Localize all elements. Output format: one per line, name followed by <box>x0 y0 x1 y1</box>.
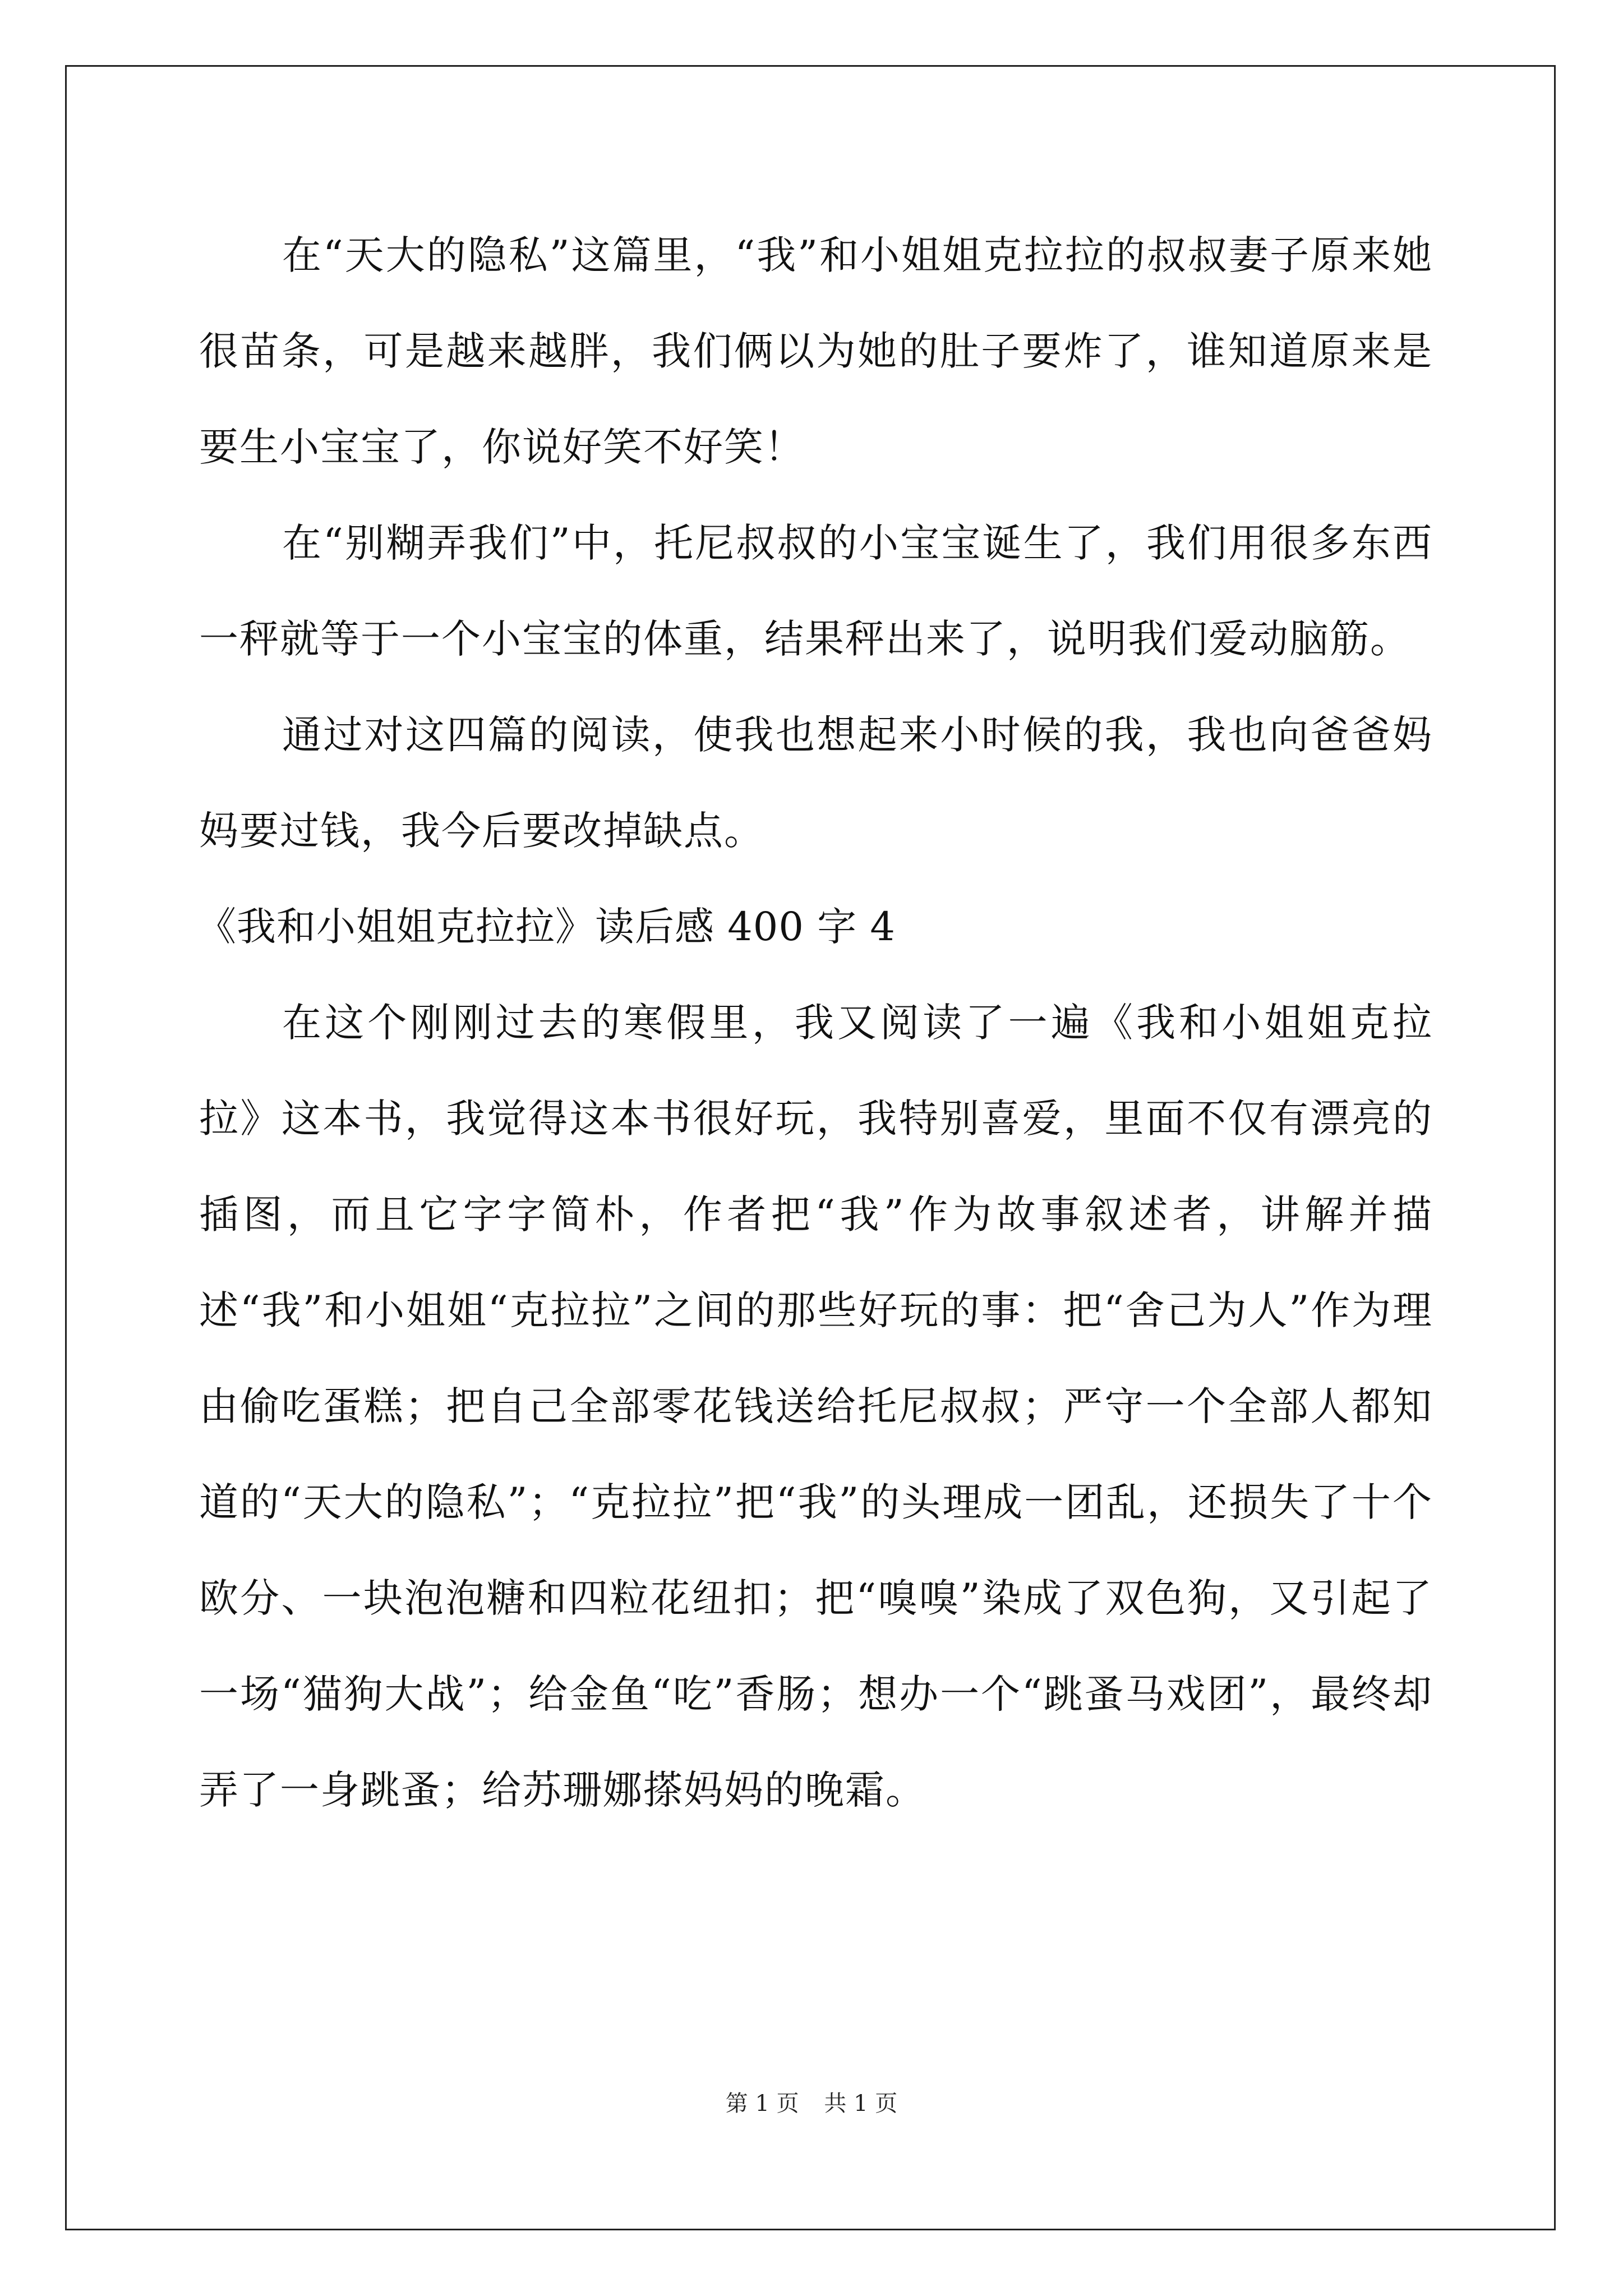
document-body <box>199 208 1433 1838</box>
page-total: 共 1 页 <box>824 2091 898 2116</box>
paragraph: 在“别糊弄我们”中，托尼叔叔的小宝宝诞生了，我们用很多东西一秤就等于一个小宝宝的体重，结果秤出来了，说明我们爱动脑筋。 <box>199 520 1433 662</box>
page-footer <box>0 2087 1623 2120</box>
section-heading: 《我和小姐姐克拉拉》读后感 400 字 4 <box>197 904 896 950</box>
page-number: 第 1 页 <box>725 2091 799 2116</box>
paragraph: 在“天大的隐私”这篇里，“我”和小姐姐克拉拉的叔叔妻子原来她很苗条，可是越来越胖，我们俩以为她的肚子要炸了，谁知道原来是要生小宝宝了，你说好笑不好笑！ <box>199 232 1433 470</box>
paragraph: 在这个刚刚过去的寒假里，我又阅读了一遍《我和小姐姐克拉拉》这本书，我觉得这本书很好玩，我特别喜爱，里面不仅有漂亮的插图，而且它字字简朴，作者把“我”作为故事叙述者，讲解并描述“我”和小姐姐“克拉拉”之间的那些好玩的事：把“舍己为人”作为理由偷吃蛋糕；把自己全部零花钱送给托尼叔叔；严守一个全部人都知道的“天大的隐私”；“克拉拉”把“我”的头理成一团乱，还损失了十个欧分、一块泡泡糖和四粒花纽扣；把“嗅嗅”染成了双色狗，又引起了一场“猫狗大战”；给金鱼“吃”香肠；想办一个“跳蚤马戏团”，最终却弄了一身跳蚤；给苏珊娜搽妈妈的晚霜。 <box>199 1000 1433 1813</box>
paragraph: 通过对这四篇的阅读，使我也想起来小时候的我，我也向爸爸妈妈要过钱，我今后要改掉缺点。 <box>199 712 1433 854</box>
